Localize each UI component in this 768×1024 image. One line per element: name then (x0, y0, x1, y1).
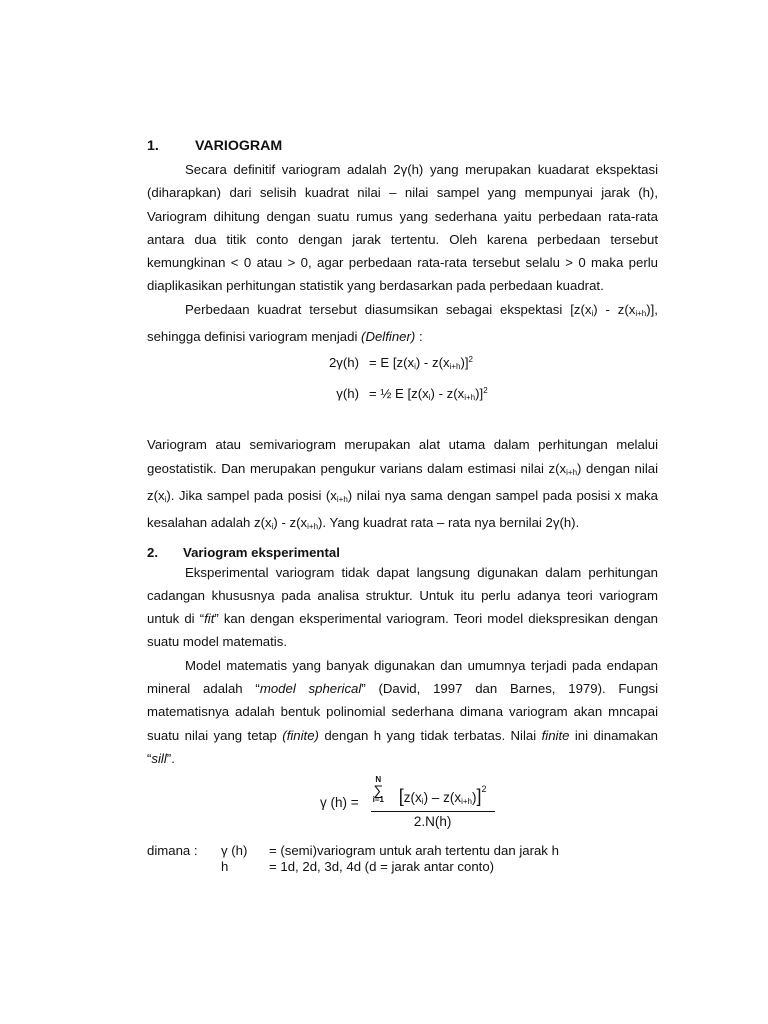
section-1-number: 1. (147, 138, 159, 154)
formula-lhs: γ (h) = (320, 795, 359, 811)
equation-gamma: γ(h) = ½ E $[z(x_i) - z(x_{i+h})]^2$ (336, 386, 488, 403)
sigma-symbol: N ∑ i=1 (372, 775, 384, 805)
section-1-paragraph-2: Perbedaan kuadrat tersebut diasumsikan sebagai ekspektasi $[z(x_i) - z(x_{i+h})]$, sehingga definisi variogram menjadi (Delfiner) : (147, 301, 658, 345)
variogram-equations (147, 348, 658, 410)
section-1-paragraph-3: Variogram atau semivariogram merupakan alat utama dalam perhitungan melalui geostatistik. Dan merupakan pengukur varians dalam estimasi nilai $z(x_{i+h})$ dengan nilai $z(x_i)$. Jika sampel pada posisi $(x_{i+h})$ nilai nya sama dengan sampel pada posisi x maka kesalahan adalah $z(x_i) - z(x_{i+h})$. Yang kuadrat rata – rata nya bernilai 2γ(h). (147, 437, 659, 532)
formula-numerator: N ∑ i=1 $[z(x_i) - z(x_{i+h})]^2$ (371, 776, 495, 812)
section-2-paragraph-2: Model matematis yang banyak digunakan dan umumnya terjadi pada endapan mineral adalah “model spherical” (David, 1997 dan Barnes, 1979). Fungsi matematisnya adalah bentuk polinomial sederhana dimana variogram akan mncapai suatu nilai yang tetap (finite) dengan h yang tidak terbatas. Nilai finite ini dinamakan “sill”. (147, 657, 659, 766)
definitions (147, 843, 658, 875)
definition-row: h = 1d, 2d, 3d, 4d (d = jarak antar conto) (221, 859, 495, 875)
section-2-paragraph-1: Eksperimental variogram tidak dapat langsung digunakan dalam perhitungan cadangan khususnya pada analisa struktur. Untuk itu perlu adanya teori variogram untuk di “fit” kan dengan eksperimental variogram. Teori model diekspresikan dengan suatu model matematis. (147, 564, 658, 650)
formula-denominator: 2.N(h) (413, 814, 452, 830)
section-1-heading (147, 138, 658, 154)
section-1-title: VARIOGRAM (195, 138, 283, 154)
document-page (147, 128, 658, 875)
formula-fraction (371, 776, 495, 829)
equation-2gamma: 2γ(h) = E $[z(x_i) - z(x_{i+h})]^2$ (328, 355, 473, 372)
variogram-formula (320, 776, 658, 829)
section-1-paragraph-1: Secara definitif variogram adalah 2γ(h) yang merupakan kuadarat ekspektasi (diharapkan) dari selisih kuadrat nilai – nilai sampel yang mempunyai jarak (h), Variogram dihitung dengan suatu rumus yang sederhana yaitu perbedaan rata-rata antara dua titik conto dengan jarak tertentu. Oleh karena perbedaan tersebut kemungkinan < 0 atau > 0, agar perbedaan rata-rata tersebut selalu > 0 maka perlu diaplikasikan perhitungan statistik yang berdasarkan pada perbedaan kuadrat. (147, 162, 658, 294)
section-2-heading (147, 545, 658, 560)
section-2-title: Variogram eksperimental (183, 544, 340, 560)
definition-row: dimana : γ (h) = (semi)variogram untuk arah tertentu dan jarak h (147, 843, 559, 859)
section-2-number: 2. (147, 544, 158, 560)
